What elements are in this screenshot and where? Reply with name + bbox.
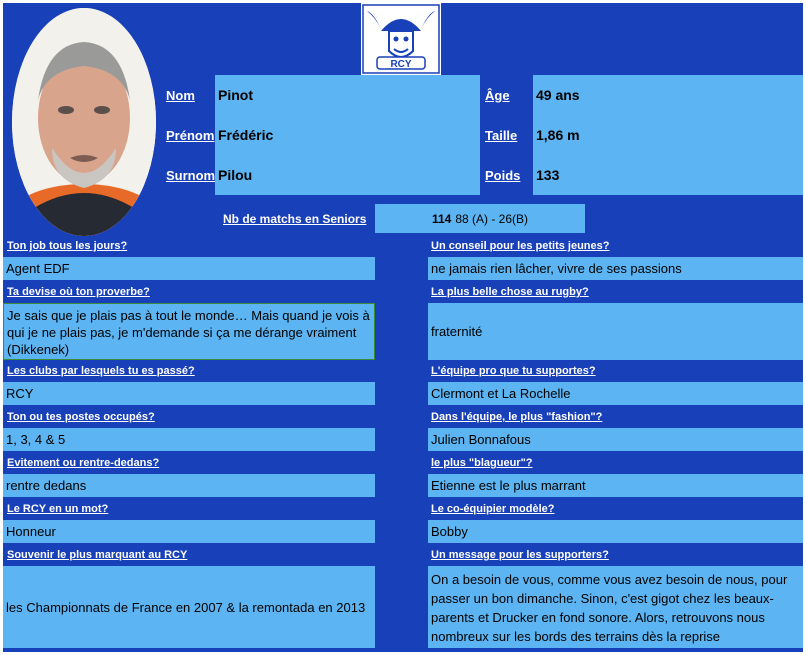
matches-label: Nb de matchs en Seniors: [223, 212, 367, 226]
field-label-taille: Taille: [485, 128, 518, 143]
field-value-taille: 1,86 m: [533, 115, 803, 155]
club-logo: [361, 3, 441, 75]
matches-detail: 88 (A) - 26(B): [455, 211, 529, 226]
left-answer-4: 1, 3, 4 & 5: [3, 428, 375, 451]
left-question-2: Ta devise où ton proverbe?: [7, 286, 150, 298]
field-value-nom: Pinot: [215, 75, 480, 115]
right-answer-1: ne jamais rien lâcher, vivre de ses passions: [428, 257, 803, 280]
field-value-prenom: Frédéric: [215, 115, 480, 155]
club-logo-text: RCY: [390, 59, 412, 70]
right-answer-3: Clermont et La Rochelle: [428, 382, 803, 405]
right-answer-2: fraternité: [428, 303, 803, 360]
left-answer-1: Agent EDF: [3, 257, 375, 280]
right-question-7: Un message pour les supporters?: [431, 549, 609, 561]
left-question-3: Les clubs par lesquels tu es passé?: [7, 365, 195, 377]
field-value-poids: 133: [533, 155, 803, 195]
field-label-age: Âge: [485, 88, 510, 103]
matches-value-box: [375, 204, 585, 233]
field-label-surnom: Surnom: [166, 168, 216, 183]
left-question-5: Evitement ou rentre-dedans?: [7, 457, 160, 469]
player-photo: [12, 8, 156, 236]
field-label-prenom: Prénom: [166, 128, 215, 143]
left-answer-6: Honneur: [3, 520, 375, 543]
left-question-4: Ton ou tes postes occupés?: [7, 411, 155, 423]
field-label-nom: Nom: [166, 88, 195, 103]
right-question-6: Le co-équipier modèle?: [431, 503, 555, 515]
left-answer-7: les Championnats de France en 2007 & la remontada en 2013: [3, 566, 375, 648]
right-answer-5: Etienne est le plus marrant: [428, 474, 803, 497]
left-answer-5: rentre dedans: [3, 474, 375, 497]
left-question-1: Ton job tous les jours?: [7, 240, 128, 252]
left-answer-3: RCY: [3, 382, 375, 405]
matches-total: 114: [431, 211, 452, 226]
photo-caption: Photo du joueur: [80, 233, 88, 234]
right-question-1: Un conseil pour les petits jeunes?: [431, 240, 610, 252]
right-question-2: La plus belle chose au rugby?: [431, 286, 589, 298]
field-value-age: 49 ans: [533, 75, 803, 115]
right-question-3: L'équipe pro que tu supportes?: [431, 365, 596, 377]
right-question-4: Dans l'équipe, le plus "fashion"?: [431, 411, 603, 423]
right-answer-6: Bobby: [428, 520, 803, 543]
field-label-poids: Poids: [485, 168, 521, 183]
field-value-surnom: Pilou: [215, 155, 480, 195]
right-question-5: le plus "blagueur"?: [431, 457, 533, 469]
left-question-6: Le RCY en un mot?: [7, 503, 109, 515]
left-answer-2: Je sais que je plais pas à tout le monde… Mais quand je vois à qui je ne plais pas, je m'demande si ça me dérange vraiment (Dikkenek): [3, 303, 375, 360]
right-answer-7: On a besoin de vous, comme vous avez besoin de nous, pour passer un bon dimanche. Sinon, c'est gigot chez les beaux-parents et Drucker en fond sonore. Alors, retrouvons nous nombreux sur les bords des terrains dès la reprise: [428, 566, 803, 648]
right-answer-4: Julien Bonnafous: [428, 428, 803, 451]
header-band-right: [441, 3, 803, 75]
left-question-7: Souvenir le plus marquant au RCY: [7, 549, 188, 561]
